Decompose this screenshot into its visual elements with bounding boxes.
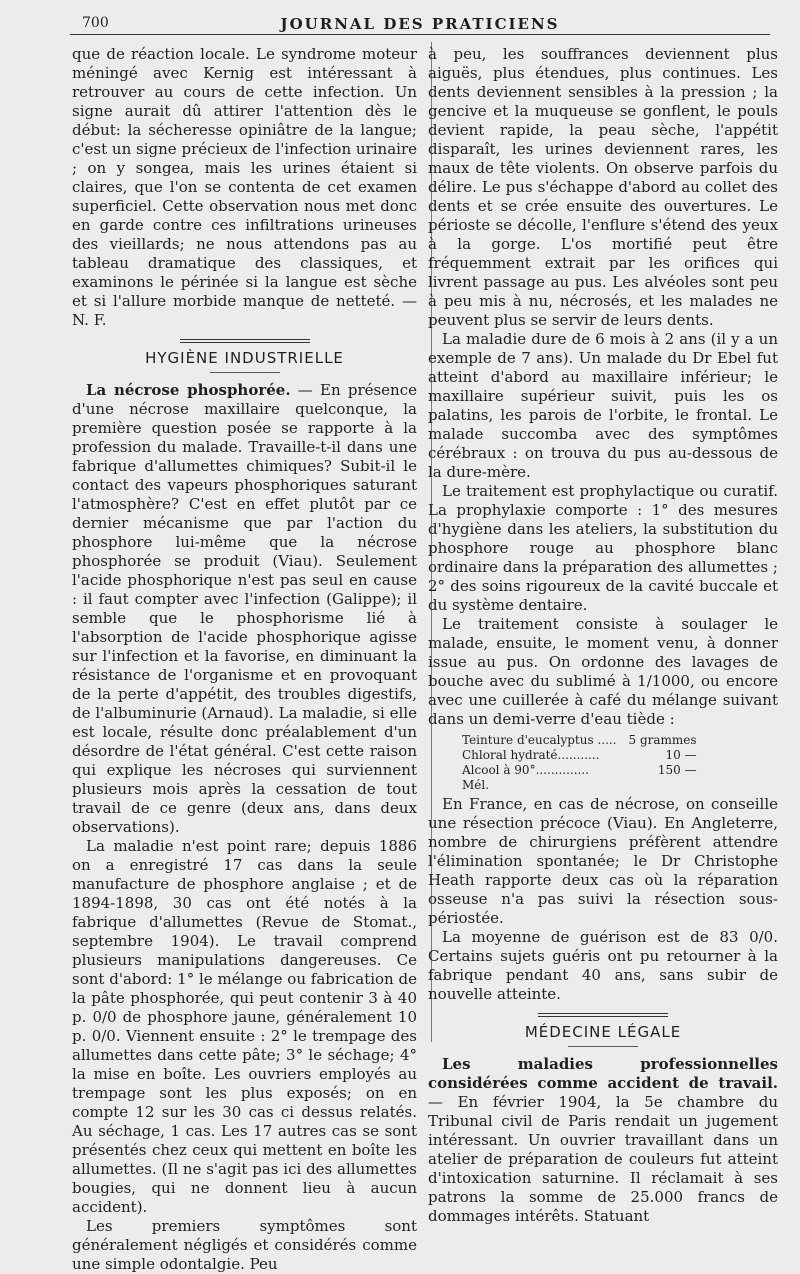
page-number: 700 bbox=[82, 15, 109, 31]
recipe-row bbox=[456, 733, 703, 748]
paragraph: Les premiers symptômes sont généralement négligés et considérés comme une simple odontalgie. Peu bbox=[72, 1217, 417, 1273]
recipe-row bbox=[456, 748, 703, 763]
medecine-paragraph bbox=[428, 1055, 778, 1226]
ingredient-qty: 5 grammes bbox=[628, 733, 697, 747]
ingredient-name: Teinture d'eucalyptus ..... bbox=[462, 733, 617, 747]
section-underline bbox=[568, 1046, 638, 1047]
section-underline bbox=[210, 372, 280, 373]
paragraph: La maladie n'est point rare; depuis 1886 on a enregistré 17 cas dans la seule manufacture de phosphore anglaise ; et de 1894-1898, 30 cas ont été notés à la fabrique d'allumettes (Revue de Stomat., septembre 1904). Le travail comprend plusieurs manipulations dangereuses. Ce sont d'abord: 1° le mélange ou fabrication de la pâte phosphorée, qui peut contenir 3 à 40 p. 0/0 de phosphore jaune, généralement 10 p. 0/0. Viennent ensuite : 2° le trempage des allumettes dans cette pâte; 3° le séchage; 4° la mise en boîte. Les ouvriers employés au trempage sont les plus exposés; on en compte 12 sur les 30 cas ci dessus relatés. Au séchage, 1 cas. Les 17 autres cas se sont présentés chez ceux qui mettent en boîte les allumettes. (Il ne s'agit pas ici des allumettes bougies, qui ne donnent lieu à aucun accident). bbox=[72, 837, 417, 1216]
left-column bbox=[72, 45, 417, 1274]
intro-paragraph: que de réaction locale. Le syndrome moteur méningé avec Kernig est intéressant à retrouver au cours de cette infection. Un signe aurait dû attirer l'attention dès le début: la sécheresse opiniâtre de la langue; c'est un signe précieux de l'infection urinaire ; on y songea, mais les urines étaient si claires, que l'on se contenta de cet examen superficiel. Cette observation nous met donc en garde contre ces infiltrations urineuses des vieillards; ne nous attendons pas au tableau dramatique des classiques, et examinons le périnée si la langue est sèche et si l'allure morbide manque de netteté. — N. F. bbox=[72, 45, 417, 329]
paragraph: En France, en cas de nécrose, on conseille une résection précoce (Viau). En Angleterre, nombre de chirurgiens préfèrent attendre l'élimination spontanée; le Dr Christophe Heath rapporte deux cas où la réparation osseuse n'a pas suivi la résection sous-périostée. bbox=[428, 795, 778, 927]
recipe-table bbox=[456, 733, 703, 793]
section-title-hygiene: HYGIÈNE INDUSTRIELLE bbox=[145, 349, 344, 367]
article-subhead: La nécrose phosphorée. bbox=[86, 381, 291, 399]
ingredient-qty: 150 — bbox=[657, 763, 697, 777]
ingredient-name: Alcool à 90°.............. bbox=[462, 763, 589, 777]
journal-title: JOURNAL DES PRATICIENS bbox=[280, 15, 560, 33]
section-rule bbox=[538, 1013, 668, 1017]
page-header bbox=[70, 12, 770, 35]
recipe-mel: Mél. bbox=[462, 778, 490, 792]
paragraph: Le traitement consiste à soulager le malade, ensuite, le moment venu, à donner issue au pus. On ordonne des lavages de bouche avec du sublimé à 1/1000, ou encore avec une cuillerée à café du mélange suivant dans un demi-verre d'eau tiède : bbox=[428, 615, 778, 728]
paragraph: La maladie dure de 6 mois à 2 ans (il y a un exemple de 7 ans). Un malade du Dr Ebel fut atteint d'abord au maxillaire inférieur; le maxillaire supérieur suivit, puis les os palatins, les parois de l'orbite, le frontal. Le malade succomba avec des symptômes cérébraux : on trouva du pus au-dessous de la dure-mère. bbox=[428, 330, 778, 481]
article-subhead: Les maladies professionnelles considérées comme accident de travail. bbox=[428, 1055, 778, 1092]
ingredient-qty: 10 — bbox=[665, 748, 697, 762]
section-rule bbox=[180, 339, 310, 343]
recipe-row bbox=[456, 763, 703, 778]
recipe-row bbox=[456, 778, 703, 793]
paragraph: La moyenne de guérison est de 83 0/0. Certains sujets guéris ont pu retourner à la fabrique pendant 40 ans, sans subir de nouvelle atteinte. bbox=[428, 928, 778, 1003]
necrose-text: — En présence d'une nécrose maxillaire quelconque, la première question posée se rapporte à la profession du malade. Travaille-t-il dans une fabrique d'allumettes chimiques? Subit-il le contact des vapeurs phosphoriques saturant l'atmosphère? C'est en effet plutôt par ce dernier mécanisme que par l'action du phosphore lui-même que la nécrose phosphorée se produit (Viau). Seulement l'acide phosphorique n'est pas seul en cause : il faut compter avec l'infection (Galippe); il semble que le phosphorisme lié à l'absorption de l'acide phosphorique agisse sur l'infection et la favorise, en diminuant la résistance de l'organisme et en provoquant de la perte d'appétit, des troubles digestifs, de l'albuminurie (Arnaud). La maladie, si elle est locale, résulte donc préalablement d'un désordre de l'état général. C'est cette raison qui explique les nécroses qui surviennent plusieurs mois après la cessation de tout travail de ce genre (deux ans, dans deux observations). bbox=[72, 381, 417, 836]
medecine-text: — En février 1904, la 5e chambre du Tribunal civil de Paris rendait un jugement intéressant. Un ouvrier travaillant dans un atelier de préparation de couleurs fut atteint d'intoxication saturnine. Il réclamait à ses patrons la somme de 25.000 francs de dommages intérêts. Statuant bbox=[428, 1093, 778, 1225]
paragraph: Le traitement est prophylactique ou curatif. La prophylaxie comporte : 1° des mesures d'hygiène dans les ateliers, la substitution du phosphore rouge au phosphore blanc ordinaire dans la préparation des allumettes ; 2° des soins rigoureux de la cavité buccale et du système dentaire. bbox=[428, 482, 778, 614]
necrose-paragraph bbox=[72, 381, 417, 837]
section-title-medecine: MÉDECINE LÉGALE bbox=[524, 1023, 682, 1041]
ingredient-name: Chloral hydraté........... bbox=[462, 748, 600, 762]
paragraph: à peu, les souffrances deviennent plus aiguës, plus étendues, plus continues. Les dents deviennent sensibles à la pression ; la gencive et la muqueuse se gonflent, le pouls devient rapide, la peau sèche, l'appétit disparaît, les urines deviennent rares, les maux de tête violents. On observe parfois du délire. Le pus s'échappe d'abord au collet des dents et se crée ensuite des ouvertures. Le périoste se décolle, l'enflure s'étend des yeux à la gorge. L'os mortifié peut être fréquemment extrait par les orifices qui livrent passage au pus. Les alvéoles sont peu à peu mis à nu, nécrosés, et les malades ne peuvent plus se servir de leurs dents. bbox=[428, 45, 778, 329]
